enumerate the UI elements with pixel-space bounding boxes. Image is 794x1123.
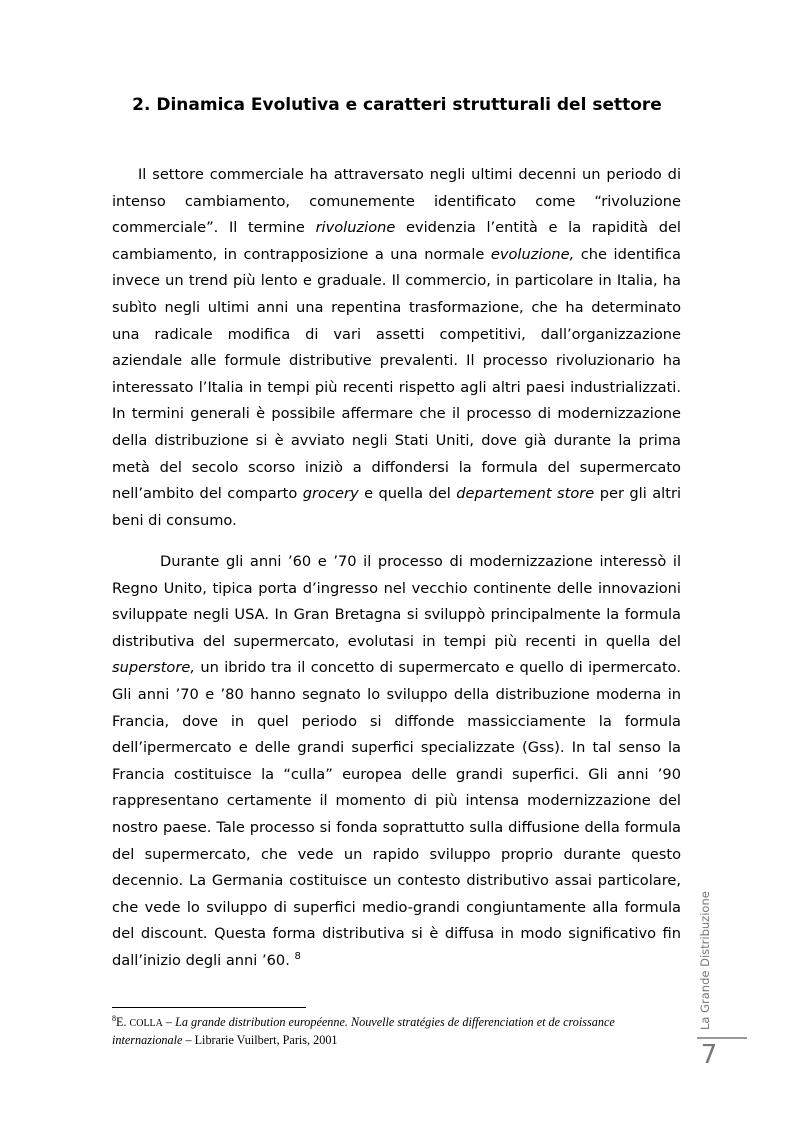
chapter-side-label: La Grande Distribuzione: [698, 891, 712, 1030]
page-number: 7: [700, 1040, 718, 1070]
footnote-publisher: – Librarie Vuilbert, Paris, 2001: [182, 1033, 338, 1047]
footnote-reference[interactable]: 8: [294, 951, 301, 963]
footnote-number: 8: [112, 1013, 116, 1023]
footnote-author-surname: COLLA: [129, 1018, 163, 1029]
emphasized-term: departement store: [456, 485, 595, 503]
footnote-title: La grande distribution européenne. Nouvelle stratégies de differenciation et de croissance internazionale: [112, 1015, 615, 1047]
text-run: evidenzia l’entità e la rapidità del cambiamento, in contrapposizione a una normale: [112, 219, 681, 263]
text-run: per gli altri beni di consumo.: [112, 485, 681, 529]
paragraph-text: [112, 162, 681, 534]
footnote-dash: –: [162, 1015, 176, 1029]
paragraph-text: [112, 549, 681, 975]
emphasized-term: rivoluzione: [315, 219, 396, 237]
text-run: che identifica invece un trend più lento e graduale. Il commercio, in particolare in Italia, ha subìto negli ultimi anni una repentina trasformazione, che ha determinato una radicale modifica di vari assetti competitivi, dall’organizzazione aziendale alle formule distributive prevalenti. Il processo rivoluzionario ha interessato l’Italia in tempi più recenti rispetto agli altri paesi industrializzati. In termini generali è possibile affermare che il processo di modernizzazione della distribuzione si è avviato negli Stati Uniti, dove già durante la prima metà del secolo scorso iniziò a diffondersi la formula del supermercato nell’ambito del comparto: [112, 245, 681, 503]
footnote: [112, 1014, 682, 1048]
body-paragraph-1: [112, 162, 681, 534]
emphasized-term: evoluzione,: [490, 245, 575, 263]
footnote-author-initial: E.: [116, 1015, 130, 1029]
section-heading: 2. Dinamica Evolutiva e caratteri strutturali del settore: [132, 95, 662, 115]
side-divider: [697, 1037, 747, 1039]
emphasized-term: superstore,: [112, 659, 195, 677]
body-paragraph-2: [112, 549, 681, 975]
footnote-divider: [112, 1007, 306, 1008]
text-run: e quella del: [358, 485, 457, 503]
text-run: un ibrido tra il concetto di supermercato e quello di ipermercato. Gli anni ’70 e ’80 hanno segnato lo sviluppo della distribuzione moderna in Francia, dove in quel periodo si diffonde massicciamente la formula dell’ipermercato e delle grandi superfici specializzate (Gss). In tal senso la Francia costituisce la “culla” europea delle grandi superfici. Gli anni ’90 rappresentano certamente il momento di più intensa modernizzazione del nostro paese. Tale processo si fonda soprattutto sulla diffusione della formula del supermercato, che vede un rapido sviluppo proprio durante questo decennio. La Germania costituisce un contesto distributivo assai particolare, che vede lo sviluppo di superfici medio-grandi congiuntamente alla formula del discount. Questa forma distributiva si è diffusa in modo significativo fin dall’inizio degli anni ’60.: [112, 659, 681, 969]
text-run: Durante gli anni ’60 e ’70 il processo di modernizzazione interessò il Regno Unito, tipica porta d’ingresso nel vecchio continente delle innovazioni sviluppate negli USA. In Gran Bretagna si sviluppò principalmente la formula distributiva del supermercato, evolutasi in tempi più recenti in quella del: [112, 553, 681, 650]
text-run: Il settore commerciale ha attraversato negli ultimi decenni un periodo di intenso cambiamento, comunemente identificato come “rivoluzione commerciale”. Il termine: [112, 166, 681, 237]
emphasized-term: grocery: [302, 485, 359, 503]
